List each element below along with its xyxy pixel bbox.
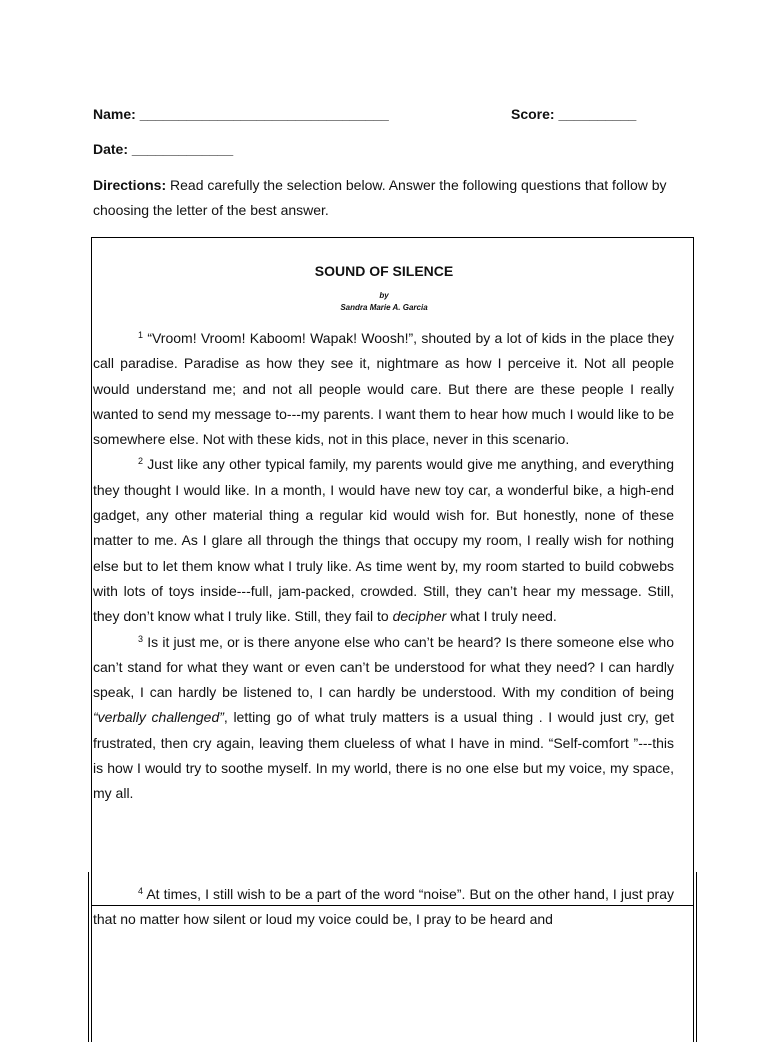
story-by: by <box>379 291 389 300</box>
directions-text: Read carefully the selection below. Answer the following questions that follow by choosing the letter of the best answer. <box>93 177 667 218</box>
paragraph-text: Just like any other typical family, my parents would give me anything, and everything they thought I would like. In a month, I would have new toy car, a wonderful bike, a high-end gadget, any other material thing a regular kid would wish for. But honestly, none of these matter to me. As I glare all through the things that occupy my room, I really wish for nothing else but to let them know what I truly like. As time went by, my room started to build cobwebs with lots of toys inside---full, jam-packed, crowded. Still, they can’t hear my message. Still, they don’t know what I truly like. Still, they fail to <box>93 456 675 625</box>
emphasized-phrase: “verbally challenged” <box>93 709 224 726</box>
directions <box>93 173 683 223</box>
name-field <box>93 105 389 123</box>
paragraph-4 <box>93 882 674 933</box>
paragraph-number: 4 <box>138 886 144 896</box>
date-label: Date: <box>93 141 129 157</box>
paragraph-1 <box>93 326 674 452</box>
paragraph-3 <box>93 630 674 807</box>
paragraph-text: At times, I still wish to be a part of the word “noise”. But on the other hand, I just pray that no matter how silent or loud my voice could be, I pray to be heard and <box>93 886 675 928</box>
paragraph-number: 3 <box>138 633 144 644</box>
paragraph-text: Is it just me, or is there anyone else who can’t be heard? Is there someone else who can’t stand for what they want or even can’t be understood for what they need? I can hardly speak, I can hardly be listened to, I can hardly be understood. With my condition of being <box>93 633 675 701</box>
paragraph-number: 1 <box>138 330 144 340</box>
date-field <box>93 140 233 158</box>
paragraph-text: , letting go of what truly matters is a usual thing . I would just cry, get frustrated, then cry again, leaving them clueless of what I have in mind. “Self-comfort ”---this is how I would try to soothe myself. In my world, there is no one else but my voice, my space, my all. <box>93 709 674 802</box>
story-continued <box>93 882 674 933</box>
paragraph-text: what I truly need. <box>450 608 557 625</box>
score-label: Score: <box>511 106 555 122</box>
score-field <box>511 105 636 123</box>
story-title: SOUND OF SILENCE <box>314 263 454 279</box>
directions-label: Directions: <box>93 177 167 193</box>
date-blank: _____________ <box>131 141 234 157</box>
name-label: Name: <box>93 106 136 122</box>
paragraph-text: “Vroom! Vroom! Kaboom! Wapak! Woosh!”, shouted by a lot of kids in the place they call paradise. Paradise as how they see it, nightmare as how I perceive it. Not all people would understand me; and not all people would care. But there are these people I really wanted to send my message to---my parents. I want them to hear how much I would like to be somewhere else. Not with these kids, not in this place, never in this scenario. <box>93 330 675 448</box>
story-author: Sandra Marie A. Garcia <box>340 303 428 312</box>
name-blank: ________________________________ <box>139 106 389 122</box>
emphasized-word: decipher <box>392 608 447 625</box>
story-body <box>93 326 674 807</box>
paragraph-2 <box>93 452 674 629</box>
paragraph-number: 2 <box>138 456 144 467</box>
score-blank: __________ <box>558 106 637 122</box>
